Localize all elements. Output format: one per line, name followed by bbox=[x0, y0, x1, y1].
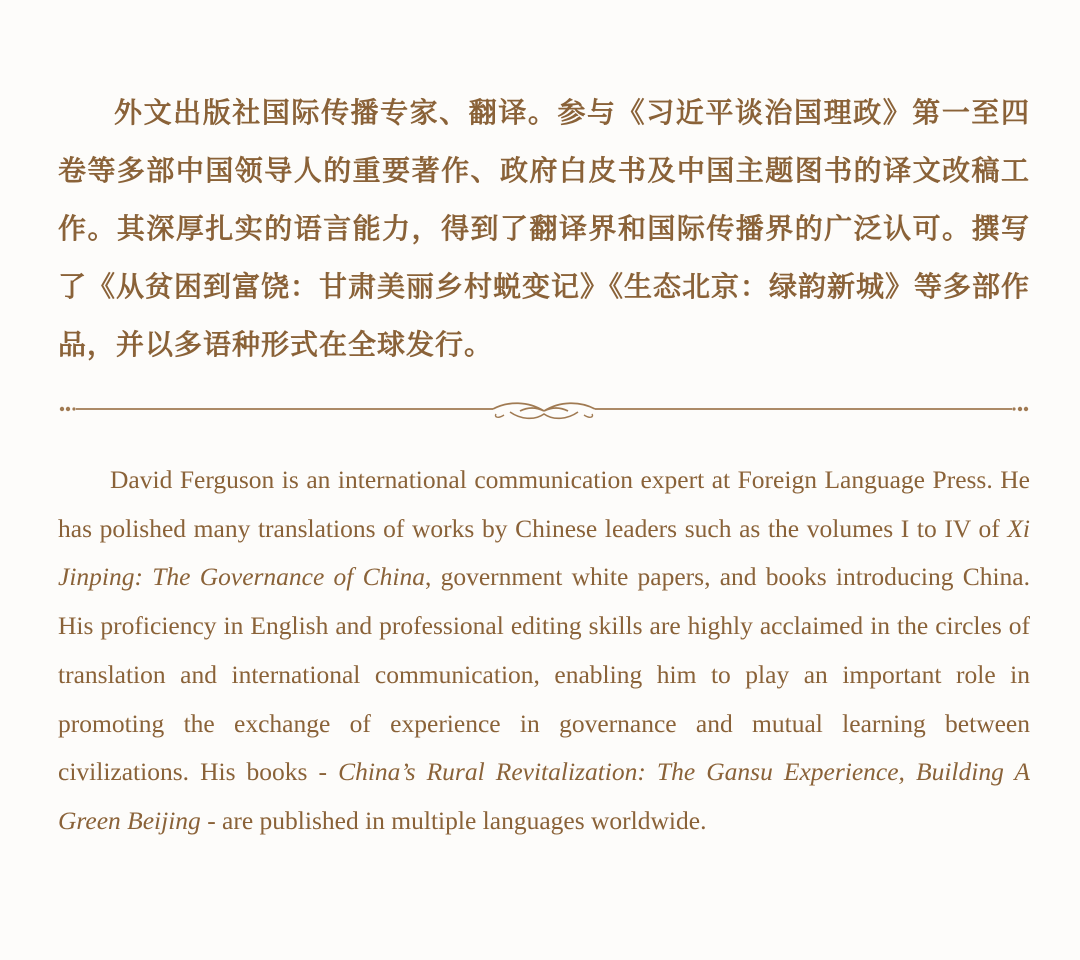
english-biography bbox=[58, 456, 1030, 846]
book-title-governance: Xi Jinping: The Governance of China bbox=[58, 513, 1030, 592]
ornamental-divider-icon bbox=[58, 395, 1030, 425]
english-bio-text-1: David Ferguson is an international communication expert at Foreign Language Press. He has polished many translations of works by Chinese leaders such as the volumes I to IV of bbox=[58, 465, 1030, 543]
english-bio-text-2: , government white papers, and books introducing China. His proficiency in English and professional editing skills are highly acclaimed in the circles of translation and international communication, enabling him to play an important role in promoting the exchange of experience in governance and mutual learning between civilizations. His books - bbox=[58, 562, 1030, 787]
book-titles-authored: China’s Rural Revitalization: The Gansu Experience, Building A Green Beijing bbox=[58, 757, 1030, 835]
chinese-biography: 外文出版社国际传播专家、翻译。参与《习近平谈治国理政》第一至四卷等多部中国领导人的重要著作、政府白皮书及中国主题图书的译文改稿工作。其深厚扎实的语言能力，得到了翻译界和国际传播界的广泛认可。撰写了《从贫困到富饶：甘肃美丽乡村蜕变记》《生态北京：绿韵新城》等多部作品，并以多语种形式在全球发行。 bbox=[58, 96, 1031, 361]
english-bio-text-3: - are published in multiple languages worldwide. bbox=[200, 805, 707, 835]
